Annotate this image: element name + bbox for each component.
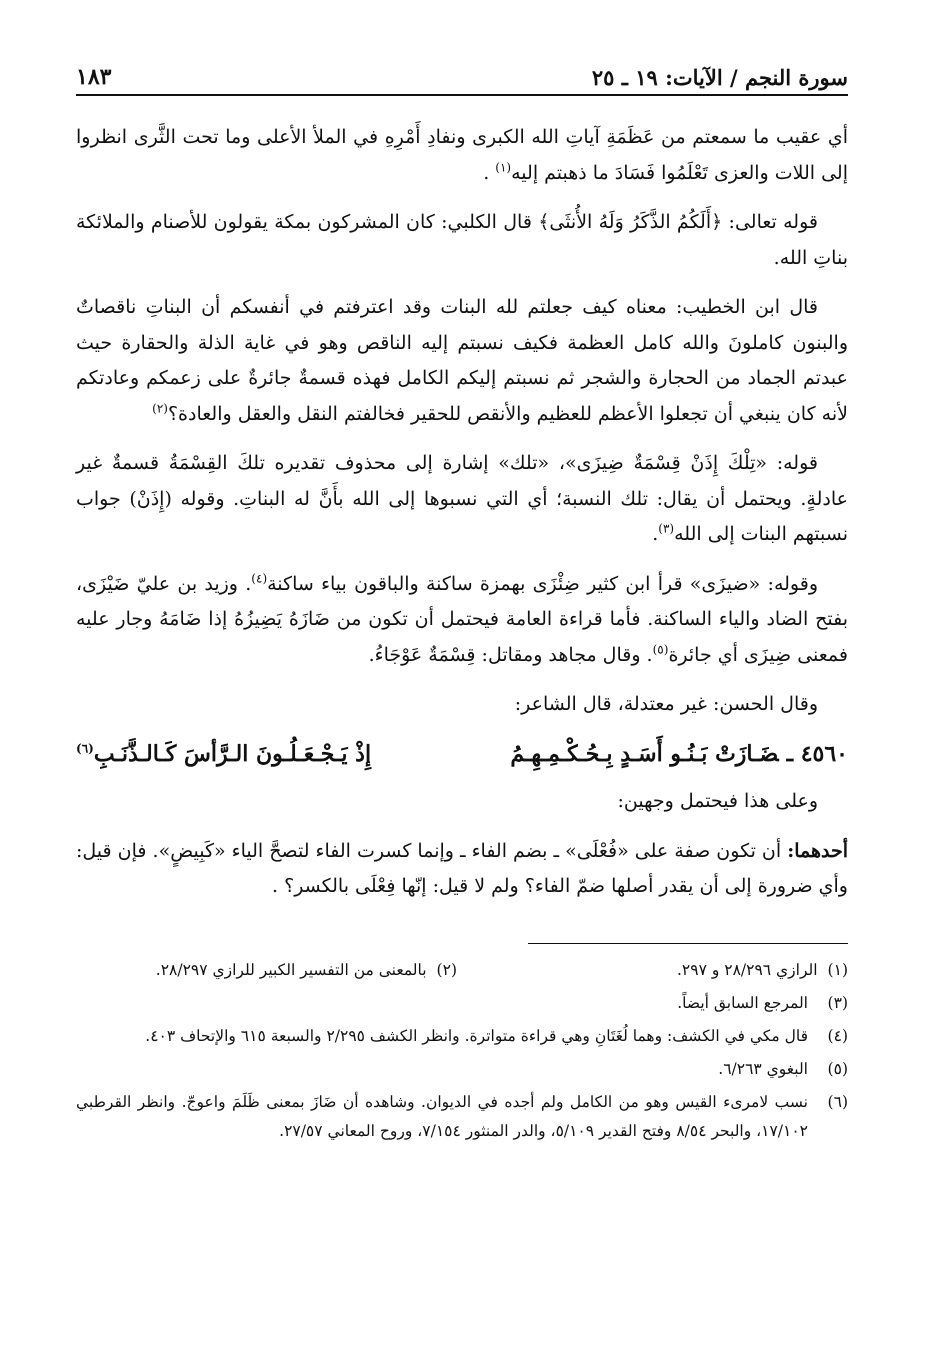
paragraph-8-lead: أحدهما: [787,839,848,862]
footnote-4 [76,1022,848,1051]
chapter-title: سورة النجم / الآيات: ١٩ ـ ٢٥ [591,65,848,90]
paragraph-1-text: أي عقيب ما سمعتم من عَظَمَةِ آياتِ الله الكبرى ونفادِ أَمْرِهِ في الملأ الأعلى وما تحت الثَّرى انظروا إلى اللات والعزى تَعْلَمُوا فَسَادَ ما ذهبتم إليه [76,126,848,184]
footnote-1-number: (١) [827,960,848,979]
running-header [76,50,848,96]
footnotes [76,956,848,1146]
paragraph-3-text: قال ابن الخطيب: معناه كيف جعلتم لله البنات وقد اعترفتم في أنفسكم أن البناتِ ناقصاتٌ والبنون كاملونَ والله كامل العظمة فكيف نسبتم إليه الناقص وهو في غاية الذلة والحقارة حيث عبدتم الجماد من الحجارة والشجر ثم نسبتم إليكم الكامل فهذه قسمةٌ جائرةٌ على زعمكم وعادتكم لأنه كان ينبغي أن تجعلوا الأعظم للعظيم والأنقص للحقير فخالفتم النقل والعقل والعادة؟ [76,296,848,425]
page-number: ١٨٣ [76,64,112,90]
footnote-2 [76,956,457,985]
paragraph-6: وقال الحسن: غير معتدلة، قال الشاعر: [514,693,818,715]
footnote-3-number: (٣) [827,993,848,1012]
footnote-2-number: (٢) [436,960,457,979]
footnote-3 [76,989,848,1018]
paragraph-2: قوله تعالى: ﴿أَلَكُمُ الذَّكَرُ وَلَهُ الأُنثَى﴾ قال الكلبي: كان المشركون بمكة يقولون للأصنام والملائكة بناتِ الله. [76,211,848,269]
footnote-5-text: البغوي ٦/٢٦٣. [718,1059,808,1078]
footnote-6-number: (٦) [827,1092,848,1111]
paragraph-1 [76,120,848,191]
footnote-ref-4: (٤) [251,571,268,586]
paragraph-8-text: أن تكون صفة على «فُعْلَى» ـ بضم الفاء ـ وإنما كسرت الفاء لتصحَّ الياء «كَبِيضٍ». فإن قيل: وأي ضرورة إلى أن يقدر أصلها ضمّ الفاء؟ ولم لا قيل: إنّها فِعْلَى بالكسر؟ . [76,839,848,897]
verse-number: ٤٥٦٠ ـ [786,740,848,767]
paragraph-3 [76,290,848,432]
footnote-row-1-2 [76,956,848,985]
verse-first-hemistich [510,737,848,773]
verse-first-text: ضَـازَتْ بَـنُـو أَسَـدٍ بِـحُـكْـمِـهِـمُ [510,740,779,767]
paragraph-5-text-c: . وقال مجاهد ومقاتل: قِسْمَةٌ عَوْجَاءُ. [368,643,653,666]
paragraph-8 [76,834,848,905]
footnote-ref-5: (٥) [652,642,669,657]
verse-second-text: إِذْ يَـجْـعَـلُـونَ الـرَّأسَ كَـالـذَّنَـبِ [93,740,372,767]
footnote-1-text: الرازي ٢٨/٢٩٦ و ٢٩٧. [676,960,818,979]
footnote-6 [76,1088,848,1146]
footnote-4-number: (٤) [827,1026,848,1045]
footnote-3-text: المرجع السابق أيضاً. [677,993,808,1012]
footnote-1 [467,956,848,985]
footnote-separator [528,943,848,944]
paragraph-4-text: قوله: «تِلْكَ إِذَنْ قِسْمَةٌ ضِيزَى»، «تلك» إشارة إلى محذوف تقديره تلكَ القِسْمَةُ قسمةٌ غير عادلةٍ. ويحتمل أن يقال: تلك النسبة؛ أي التي نسبوها إلى الله بأَنَّ له البناتِ. وقوله (إِذَنْ) جواب نسبتهم البنات إلى الله [76,452,848,545]
footnote-ref-3: (٣) [658,521,675,536]
footnote-2-text: بالمعنى من التفسير الكبير للرازي ٢٨/٢٩٧. [155,960,427,979]
paragraph-4 [76,446,848,553]
verse-second-hemistich [76,737,371,773]
footnote-ref-2: (٢) [152,401,168,416]
footnote-ref-1: (١) [495,160,512,175]
footnote-ref-6: (٦) [76,741,94,756]
footnote-6-text: نسب لامرىء القيس وهو من الكامل ولم أجده في الديوان. وشاهده أن ضَازَ بمعنى ظَلَمَ واعوجّ. وانظر القرطبي ١٧/١٠٢، والبحر ٨/٥٤ وفتح القدير ٥/١٠٩، والدر المنثور ٧/١٥٤، وروح المعاني ٢٧/٥٧. [76,1092,808,1140]
footnote-4-text: قال مكي في الكشف: وهما لُغَتَانِ وهي قراءة متواترة. وانظر الكشف ٢/٢٩٥ والسبعة ٦١٥ والإتحاف ٤٠٣. [145,1026,808,1045]
paragraph-5-text-b: . وزيد بن عليّ ضَيْزَى، بفتح الضاد والياء الساكنة. فأما قراءة العامة فيحتمل أن تكون من ضَازَهُ يَضِيزُهُ إذا ضَامَهُ وجار عليه فمعنى ضِيزَى أي جائرة [76,572,848,666]
footnote-5 [76,1055,848,1084]
poetry-verse [76,737,848,773]
paragraph-7: وعلى هذا فيحتمل وجهين: [617,790,818,812]
paragraph-5 [76,567,848,674]
paragraph-1-end: . [483,161,496,184]
footnote-5-number: (٥) [827,1059,848,1078]
paragraph-5-text-a: وقوله: «ضيزَى» قرأ ابن كثير ضِئْزَى بهمزة ساكنة والباقون بياء ساكنة [267,572,818,595]
paragraph-4-end: . [652,523,659,545]
main-text [76,120,848,905]
